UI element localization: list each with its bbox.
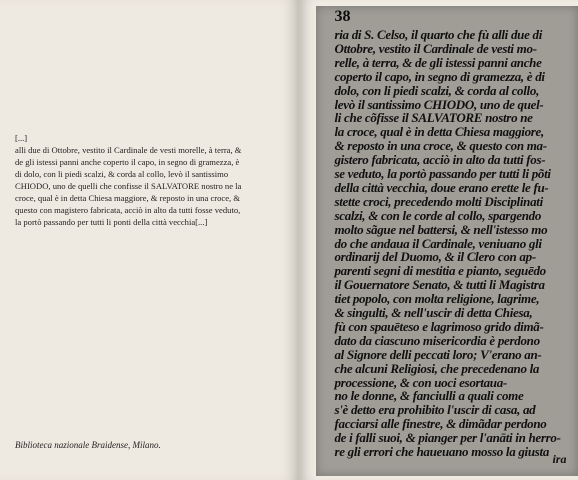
transcription-line: [...]: [15, 133, 28, 143]
transcription-line: croce, qual è in detta Chiesa maggiore, & reposto in una croce, &: [15, 193, 241, 203]
image-caption: Biblioteca nazionale Braidense, Milano.: [15, 440, 161, 450]
facsimile-line: al Signore delli peccati loro; V'erano an-: [334, 346, 542, 362]
facsimile-line: & singulti, & nell'uscir di detta Chiesa,: [334, 305, 533, 320]
page-number: 38: [334, 8, 351, 25]
facsimile-line: la croce, qual è in detta Chiesa maggiore,: [334, 124, 544, 140]
facsimile-line: della città vecchia, doue erano erette le fu-: [334, 179, 549, 195]
facsimile-line: do che andaua il Cardinale, veniuano gli: [334, 235, 542, 251]
transcription-line: la portò passando per tutti li ponti della città vecchia[...]: [15, 217, 208, 227]
facsimile-line: no le donne, & fanciulli a quali come: [334, 388, 524, 404]
facsimile-line: ria di S. Celso, il quarto che fù alli due di: [334, 27, 543, 42]
facsimile-line: che alcuni Religiosi, che precedenano la: [334, 360, 540, 376]
facsimile-line: & reposto in una croce, & questo con ma-: [334, 138, 547, 154]
transcription-line: de gli istessi panni anche coperto il capo, in segno di gramezza, è: [15, 157, 240, 167]
facsimile-page: [316, 6, 578, 476]
facsimile-line: ordinarij del Duomo, & il Clero con ap-: [334, 249, 536, 265]
facsimile-line: parenti segni di mestitia e pianto, seguēdo: [334, 263, 546, 279]
transcription-line: di dolo, con li piedi scalzi, & corda al collo, levò il santissimo: [15, 169, 229, 179]
transcription-line: CHIODO, uno de quelli che confisse il SALVATORE nostro ne la: [15, 181, 242, 191]
facsimile-line: coperto il capo, in segno di gramezza, è di: [334, 68, 545, 84]
facsimile-line: li che cõfisse il SALVATORE nostro ne: [334, 110, 533, 126]
facsimile-line: facciarsi alle finestre, & dimãdar perdono: [334, 416, 547, 432]
facsimile-line: scalzi, & con le corde al collo, spargendo: [334, 207, 542, 223]
facsimile-line: Ottobre, vestito il Cardinale de vesti mo-: [334, 40, 537, 56]
facsimile-line: re gli errori che haueuano mosso la giusta: [334, 444, 550, 459]
catchword: ira: [552, 452, 567, 466]
transcription-line: alli due di Ottobre, vestito il Cardinale de vesti morelle, à terra, &: [15, 145, 242, 155]
facsimile-line: processione, & con uoci esortaua-: [334, 374, 507, 390]
facsimile-line: se veduto, la portò passando per tutti li põti: [334, 166, 551, 181]
facsimile-line: stette croci, precedendo molti Disciplinati: [334, 193, 543, 209]
facsimile-line: tiet popolo, con molta religione, lagrime,: [334, 291, 540, 307]
facsimile-line: molto sãgue nel battersi, & nell'istesso mo: [334, 221, 548, 237]
facsimile-line: s'è detto era prohibito l'uscir di casa, ad: [334, 402, 536, 418]
facsimile-line: relle, à terra, & de gli istessi panni anche: [334, 54, 542, 70]
facsimile-line: il Gouernatore Senato, & tutti li Magistra: [334, 277, 545, 293]
facsimile-line: de i falli suoi, & pianger per l'anāti in herro-: [334, 430, 561, 446]
transcription-text: [15, 132, 277, 228]
facsimile-line: fù con spauēteso e lagrimoso grido dimã-: [334, 318, 544, 334]
facsimile-line: gistero fabricata, acciò in alto da tutti fos-: [334, 152, 546, 168]
facsimile-line: dolo, con li piedi scalzi, & corda al collo,: [334, 82, 540, 98]
facsimile-line: levò il santissimo CHIODO, uno de quel-: [334, 96, 544, 112]
facsimile-line: dato da ciascuno misericordia è perdono: [334, 332, 540, 348]
transcription-line: questo con magistero fabricata, acciò in alto da tutti fosse veduto,: [15, 205, 241, 215]
right-page: [300, 0, 578, 480]
